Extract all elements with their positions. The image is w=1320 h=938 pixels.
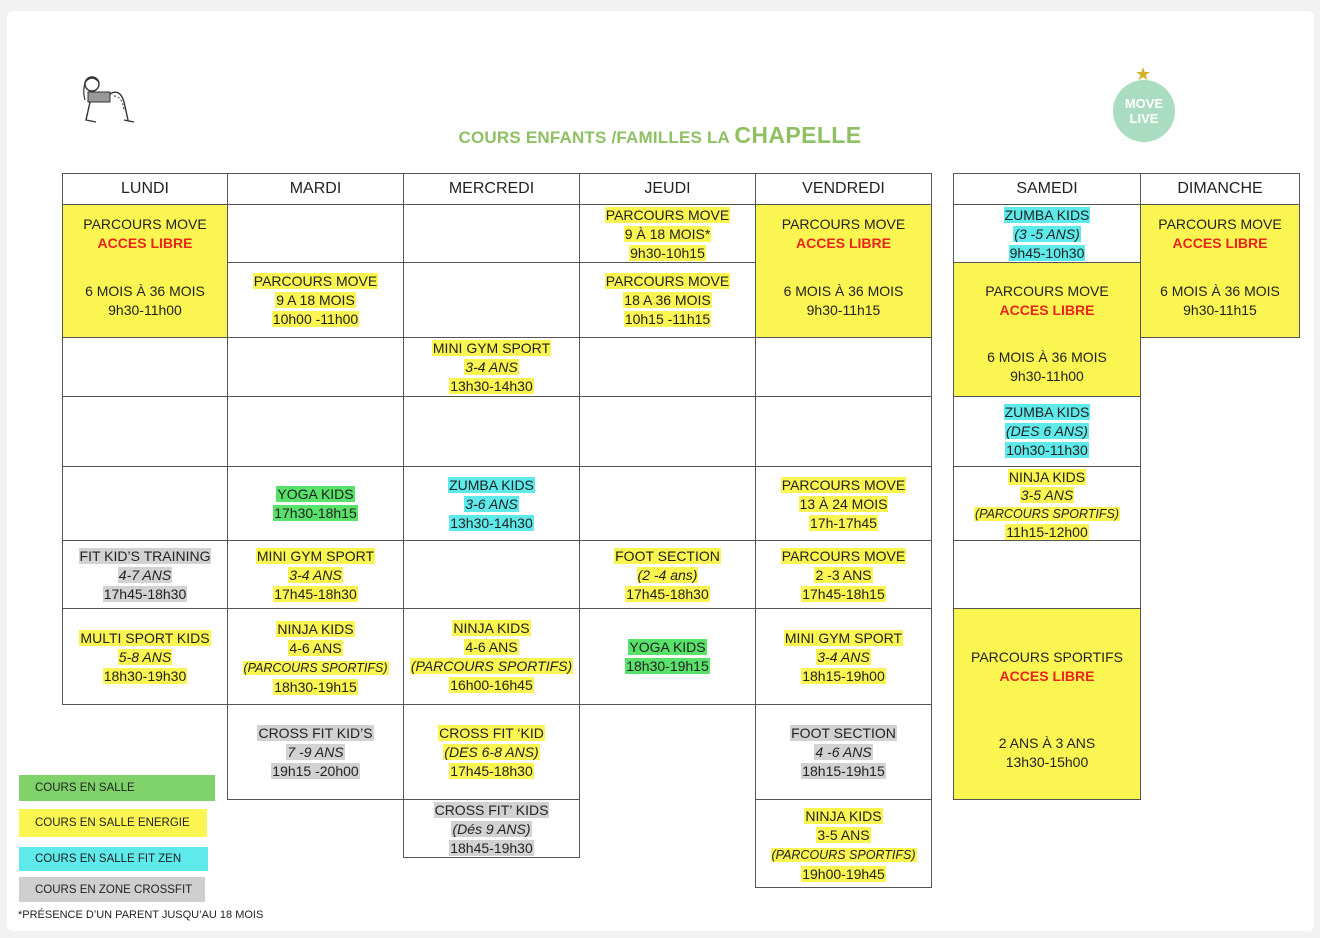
class-title: MINI GYM SPORT <box>432 340 551 356</box>
class-title: PARCOURS MOVE <box>605 207 730 223</box>
cell-mardi-empty-3 <box>227 396 404 467</box>
class-title: PARCOURS MOVE <box>1158 216 1282 232</box>
legend-salle-energie <box>19 809 207 837</box>
logo-word-live: LIVE <box>1129 111 1159 126</box>
cell-mardi-empty-1 <box>227 204 404 263</box>
acces-libre-label: ACCES LIBRE <box>1172 235 1268 251</box>
legend-label: COURS EN ZONE CROSSFIT <box>35 883 193 896</box>
footnote: *PRÉSENCE D’UN PARENT JUSQU’AU 18 MOIS <box>18 909 264 921</box>
class-time: 17h45-18h30 <box>103 586 187 602</box>
class-title: CROSS FIT’ KIDS <box>434 802 549 818</box>
class-vendredi-parcours3 <box>755 547 932 604</box>
class-age: 4-6 ANS <box>465 639 518 655</box>
day-header-mardi: MARDI <box>227 173 404 205</box>
day-header-dimanche: DIMANCHE <box>1140 173 1300 205</box>
class-time: 9h45-10h30 <box>1009 245 1085 261</box>
class-time: 17h45-18h30 <box>274 586 357 602</box>
class-title: NINJA KIDS <box>277 621 354 637</box>
child-yoga-illustration <box>74 70 144 130</box>
class-time: 13h30-14h30 <box>450 378 533 394</box>
cell-mercredi-empty-4 <box>403 540 580 609</box>
star-icon: ★ <box>1135 64 1152 84</box>
class-time: 9h30-10h15 <box>630 245 705 261</box>
class-note: (PARCOURS SPORTIFS) <box>771 848 916 862</box>
cell-mercredi-empty-3 <box>403 396 580 467</box>
class-jeudi-yoga <box>579 638 756 676</box>
day-header-samedi: SAMEDI <box>953 173 1141 205</box>
class-mercredi-minigym <box>403 339 580 396</box>
day-header-mercredi: MERCREDI <box>403 173 580 205</box>
class-age: 9 À 18 MOIS* <box>624 226 711 242</box>
class-age: (3 -5 ANS) <box>1014 226 1080 242</box>
class-time: 17h45-18h30 <box>626 586 709 602</box>
day-header-jeudi: JEUDI <box>579 173 756 205</box>
class-mardi-parcours <box>227 272 404 329</box>
day-header-vendredi: VENDREDI <box>755 173 932 205</box>
class-age: 6 MOIS À 36 MOIS <box>987 349 1107 365</box>
class-age: 3-4 ANS <box>289 567 342 583</box>
class-age: 7 -9 ANS <box>287 744 344 760</box>
class-vendredi-foot <box>755 724 932 781</box>
title-location: CHAPELLE <box>734 122 862 148</box>
class-title: NINJA KIDS <box>453 620 530 636</box>
legend-cours-en-salle <box>19 775 215 801</box>
acces-libre-label: ACCES LIBRE <box>999 302 1095 318</box>
class-note: (PARCOURS SPORTIFS) <box>975 507 1119 521</box>
class-title: MULTI SPORT KIDS <box>80 630 210 646</box>
class-age: 9 A 18 MOIS <box>276 292 355 308</box>
class-time: 17h45-18h30 <box>450 763 533 779</box>
class-title: PARCOURS MOVE <box>781 548 906 564</box>
class-mercredi-zumba <box>403 476 580 533</box>
class-mardi-minigym <box>227 547 404 604</box>
class-time: 19h15 -20h00 <box>272 763 359 779</box>
class-title: FOOT SECTION <box>615 548 720 564</box>
class-jeudi-foot <box>579 547 756 604</box>
class-vendredi-ninja <box>755 807 932 884</box>
cell-lundi-empty-1 <box>62 337 228 397</box>
class-samedi-ninja <box>953 468 1141 541</box>
class-title: FOOT SECTION <box>791 725 896 741</box>
class-time: 10h15 -11h15 <box>624 311 711 327</box>
class-title: YOGA KIDS <box>277 486 354 502</box>
class-time: 18h15-19h15 <box>802 763 885 779</box>
class-age: 18 A 36 MOIS <box>624 292 711 308</box>
class-time: 17h45-18h15 <box>802 586 885 602</box>
class-mercredi-crossfit1 <box>403 724 580 781</box>
cell-vendredi-empty-1 <box>755 337 932 397</box>
cell-mercredi-empty-2 <box>403 262 580 338</box>
class-mercredi-crossfit2 <box>403 801 580 858</box>
class-title: PARCOURS MOVE <box>605 273 730 289</box>
class-time: 13h30-14h30 <box>450 515 533 531</box>
class-time: 16h00-16h45 <box>450 677 533 693</box>
class-time: 18h30-19h15 <box>274 679 357 695</box>
legend-label: COURS EN SALLE FIT ZEN <box>35 853 182 865</box>
class-time: 9h30-11h00 <box>1010 368 1084 384</box>
class-note: (PARCOURS SPORTIFS) <box>410 658 573 674</box>
class-mardi-ninja <box>227 620 404 697</box>
class-title: PARCOURS MOVE <box>781 216 906 232</box>
class-title: PARCOURS MOVE <box>83 216 207 232</box>
class-dimanche-parcours <box>1140 215 1300 320</box>
day-header-lundi: LUNDI <box>62 173 228 205</box>
class-title: MINI GYM SPORT <box>256 548 375 564</box>
class-note: (PARCOURS SPORTIFS) <box>243 661 388 675</box>
class-vendredi-minigym <box>755 629 932 686</box>
class-mardi-crossfit <box>227 724 404 781</box>
class-age: 3-5 ANS <box>817 827 870 843</box>
class-time: 18h30-19h30 <box>103 668 187 684</box>
class-samedi-zumba1 <box>953 206 1141 263</box>
logo-word-move: MOVE <box>1124 96 1164 111</box>
class-time: 10h00 -11h00 <box>272 311 359 327</box>
acces-libre-label: ACCES LIBRE <box>97 235 193 251</box>
class-samedi-parcours <box>953 282 1141 386</box>
class-age: 4-6 ANS <box>289 640 342 656</box>
acces-libre-label: ACCES LIBRE <box>999 668 1095 684</box>
class-lundi-fit <box>62 547 228 604</box>
class-age: (DES 6 ANS) <box>1006 423 1088 439</box>
class-title: PARCOURS MOVE <box>985 283 1109 299</box>
class-time: 13h30-15h00 <box>1005 754 1089 770</box>
class-title: PARCOURS MOVE <box>781 477 906 493</box>
class-samedi-sportifs <box>953 648 1141 772</box>
class-age: 2 ANS À 3 ANS <box>998 735 1096 751</box>
cell-jeudi-empty-3 <box>579 466 756 541</box>
class-age: (Dés 9 ANS) <box>452 821 531 837</box>
cell-lundi-empty-2 <box>62 396 228 467</box>
class-age: 6 MOIS À 36 MOIS <box>1160 283 1280 299</box>
class-age: 4 -6 ANS <box>815 744 872 760</box>
class-jeudi-parcours1 <box>579 206 756 263</box>
legend-label: COURS EN SALLE ENERGIE <box>35 817 190 829</box>
class-age: (2 -4 ans) <box>637 567 698 583</box>
class-age: 13 À 24 MOIS <box>799 496 888 512</box>
class-time: 18h45-19h30 <box>450 840 533 856</box>
class-time: 19h00-19h45 <box>802 866 885 882</box>
class-title: YOGA KIDS <box>629 639 706 655</box>
cell-lundi-empty-3 <box>62 466 228 541</box>
cell-mercredi-empty-1 <box>403 204 580 263</box>
class-lundi-multi <box>62 629 228 686</box>
page-title <box>0 122 1320 149</box>
class-mercredi-ninja <box>403 619 580 695</box>
cell-samedi-empty-1 <box>953 540 1141 609</box>
class-age: 4-7 ANS <box>118 567 172 583</box>
class-time: 10h30-11h30 <box>1006 442 1088 458</box>
class-title: FIT KID’S TRAINING <box>79 548 211 564</box>
class-title: ZUMBA KIDS <box>449 477 534 493</box>
class-time: 9h30-11h00 <box>108 302 182 318</box>
class-title: PARCOURS MOVE <box>253 273 378 289</box>
legend-label: COURS EN SALLE <box>35 782 135 794</box>
legend-salle-fit-zen <box>19 847 208 871</box>
class-vendredi-parcours2 <box>755 476 932 533</box>
class-mardi-yoga <box>227 485 404 523</box>
class-title: PARCOURS SPORTIFS <box>971 649 1123 665</box>
class-title: ZUMBA KIDS <box>1004 207 1090 223</box>
class-age: 3-5 ANS <box>1020 487 1074 503</box>
class-age: (DES 6-8 ANS) <box>444 744 539 760</box>
title-prefix: COURS ENFANTS /FAMILLES LA <box>458 128 735 147</box>
class-age: 5-8 ANS <box>118 649 172 665</box>
class-age: 3-6 ANS <box>465 496 518 512</box>
cell-jeudi-empty-1 <box>579 337 756 397</box>
class-vendredi-parcours <box>755 215 932 320</box>
class-title: NINJA KIDS <box>805 808 882 824</box>
class-jeudi-parcours2 <box>579 272 756 329</box>
class-time: 17h-17h45 <box>810 515 877 531</box>
class-age: 2 -3 ANS <box>815 567 872 583</box>
class-lundi-parcours <box>62 215 228 320</box>
class-time: 9h30-11h15 <box>1183 302 1257 318</box>
legend-zone-crossfit <box>19 877 205 902</box>
cell-jeudi-empty-2 <box>579 396 756 467</box>
cell-vendredi-empty-2 <box>755 396 932 467</box>
class-age: 6 MOIS À 36 MOIS <box>85 283 205 299</box>
class-age: 6 MOIS À 36 MOIS <box>783 283 904 299</box>
class-title: NINJA KIDS <box>1008 469 1086 485</box>
class-title: ZUMBA KIDS <box>1004 404 1090 420</box>
class-samedi-zumba2 <box>953 403 1141 460</box>
class-title: CROSS FIT KID’S <box>258 725 373 741</box>
cell-mardi-empty-2 <box>227 337 404 397</box>
class-time: 9h30-11h15 <box>806 302 881 318</box>
acces-libre-label: ACCES LIBRE <box>796 235 891 251</box>
class-age: 3-4 ANS <box>817 649 870 665</box>
class-time: 18h15-19h00 <box>802 668 885 684</box>
class-title: CROSS FIT ‘KID <box>439 725 544 741</box>
class-title: MINI GYM SPORT <box>784 630 903 646</box>
class-time: 18h30-19h15 <box>626 658 709 674</box>
class-time: 11h15-12h00 <box>1006 524 1088 540</box>
class-time: 17h30-18h15 <box>274 505 357 521</box>
class-age: 3-4 ANS <box>465 359 518 375</box>
